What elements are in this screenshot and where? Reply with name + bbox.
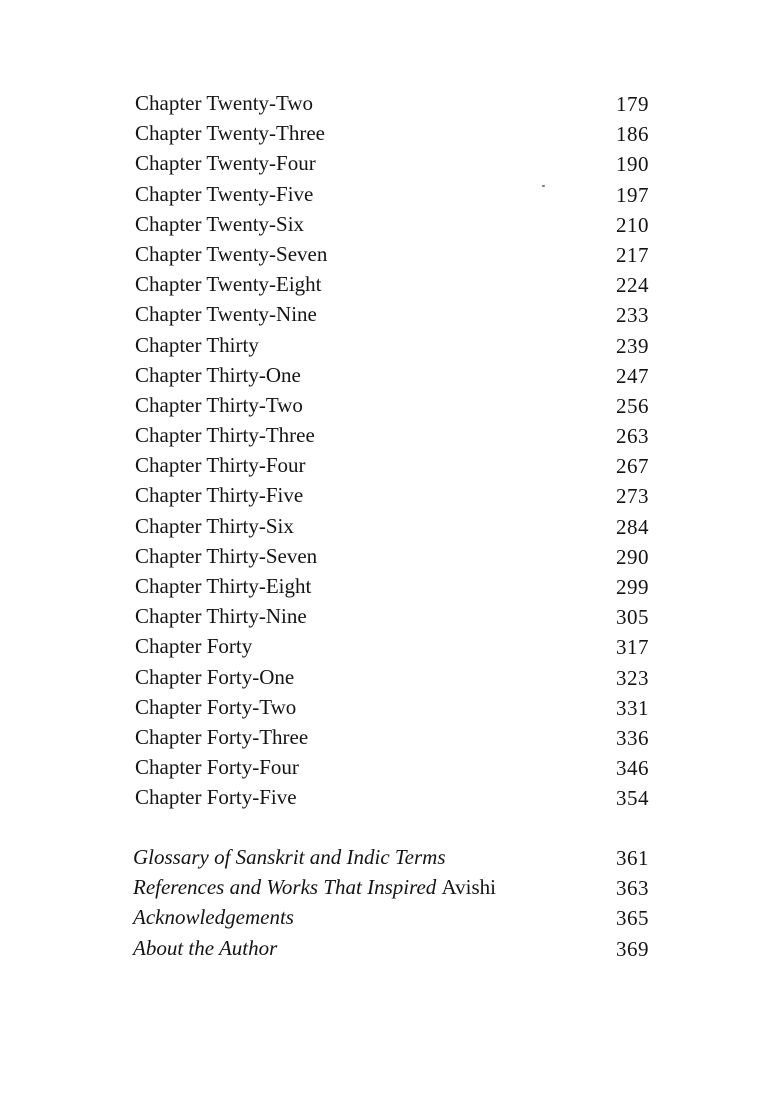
chapter-title: Chapter Forty-Two xyxy=(135,694,297,719)
page-number: 323 xyxy=(616,665,649,690)
page-number: 247 xyxy=(616,363,649,388)
toc-entry[interactable] xyxy=(133,179,655,209)
toc-entry[interactable] xyxy=(133,360,655,390)
chapter-title: Chapter Thirty-Four xyxy=(135,453,306,478)
toc-entry[interactable] xyxy=(133,269,655,299)
toc-entry[interactable] xyxy=(133,692,655,722)
chapter-title: Chapter Thirty-Five xyxy=(135,483,304,508)
chapter-title: Chapter Forty-One xyxy=(135,664,295,689)
back-matter-list xyxy=(131,842,655,963)
toc-entry[interactable] xyxy=(133,752,655,782)
toc-entry[interactable] xyxy=(133,390,655,420)
page-number: 299 xyxy=(616,575,649,599)
page-number: 354 xyxy=(616,786,649,811)
chapter-title: Chapter Thirty-Seven xyxy=(135,543,318,568)
page-number: 331 xyxy=(616,695,649,720)
chapter-title: Chapter Twenty-Nine xyxy=(135,302,317,327)
page-number: 239 xyxy=(616,333,649,358)
toc-entry-about-author[interactable] xyxy=(131,933,655,963)
page-number: 224 xyxy=(616,273,649,298)
toc-entry[interactable] xyxy=(133,209,655,239)
toc-entry[interactable] xyxy=(133,571,655,601)
toc-entry[interactable] xyxy=(133,480,655,510)
page-number: 369 xyxy=(616,936,649,961)
toc-entry[interactable] xyxy=(133,601,655,631)
page-number: 210 xyxy=(616,212,649,237)
toc-entry[interactable] xyxy=(133,450,655,480)
chapter-title: Chapter Twenty-Eight xyxy=(135,272,322,297)
chapter-title: Chapter Twenty-Two xyxy=(135,91,314,115)
entry-title: Glossary of Sanskrit and Indic Terms xyxy=(133,845,446,869)
toc-entry[interactable] xyxy=(133,541,655,571)
chapter-title: Chapter Twenty-Seven xyxy=(135,241,328,266)
chapter-title: Chapter Thirty-One xyxy=(135,362,301,387)
page-number: 179 xyxy=(616,92,649,116)
chapter-title: Chapter Twenty-Three xyxy=(135,121,325,146)
toc-entry[interactable] xyxy=(133,88,655,118)
chapter-title: Chapter Twenty-Four xyxy=(135,151,316,176)
chapter-title: Chapter Thirty-Nine xyxy=(135,604,307,629)
page-number: 267 xyxy=(616,454,649,479)
page-number: 256 xyxy=(616,393,649,418)
toc-entry-acknowledgements[interactable] xyxy=(131,902,655,932)
page-number: 346 xyxy=(616,756,649,781)
chapter-title: Chapter Thirty-Two xyxy=(135,392,303,417)
toc-entry[interactable] xyxy=(133,299,655,329)
page-number: 284 xyxy=(616,514,649,539)
toc-entry[interactable] xyxy=(133,722,655,752)
page-number: 336 xyxy=(616,725,649,750)
toc-entry[interactable] xyxy=(133,330,655,360)
toc-entry-glossary[interactable] xyxy=(131,842,655,872)
entry-title: References and Works That Inspired xyxy=(133,875,437,900)
entry-title: About the Author xyxy=(133,935,278,960)
toc-entry[interactable] xyxy=(133,662,655,692)
page-number: 361 xyxy=(616,846,649,870)
chapter-title: Chapter Twenty-Six xyxy=(135,211,305,236)
page-number: 305 xyxy=(616,605,649,630)
page-number: 273 xyxy=(616,484,649,509)
page-number: 186 xyxy=(616,122,649,147)
chapter-title: Chapter Thirty-Six xyxy=(135,513,294,538)
chapter-list xyxy=(133,88,655,813)
chapter-title: Chapter Forty-Three xyxy=(135,724,309,749)
page-number: 317 xyxy=(616,635,649,660)
chapter-title: Chapter Forty xyxy=(135,634,253,659)
toc-entry[interactable] xyxy=(133,148,655,178)
toc-entry[interactable] xyxy=(133,631,655,661)
chapter-title: Chapter Thirty-Eight xyxy=(135,574,312,598)
page-number: 197 xyxy=(616,182,649,207)
page-number: 217 xyxy=(616,242,649,267)
page-number: 363 xyxy=(616,876,649,901)
page-number: 365 xyxy=(616,906,649,931)
entry-title-wrapper xyxy=(133,872,496,902)
page-number: 190 xyxy=(616,152,649,177)
chapter-title: Chapter Thirty-Three xyxy=(135,423,315,448)
page-number: 233 xyxy=(616,303,649,328)
toc-entry[interactable] xyxy=(133,239,655,269)
toc-entry-references[interactable] xyxy=(131,872,655,902)
page-number: 263 xyxy=(616,424,649,449)
chapter-title: Chapter Forty-Five xyxy=(135,785,297,810)
toc-entry[interactable] xyxy=(133,118,655,148)
chapter-title: Chapter Twenty-Five xyxy=(135,181,314,206)
entry-title-book-name: Avishi xyxy=(441,875,496,900)
page-number: 290 xyxy=(616,544,649,569)
toc-entry[interactable] xyxy=(133,782,655,812)
scan-speck xyxy=(542,185,545,187)
chapter-title: Chapter Thirty xyxy=(135,332,259,357)
toc-entry[interactable] xyxy=(133,511,655,541)
chapter-title: Chapter Forty-Four xyxy=(135,755,299,780)
entry-title: Acknowledgements xyxy=(133,905,294,930)
toc-entry[interactable] xyxy=(133,420,655,450)
